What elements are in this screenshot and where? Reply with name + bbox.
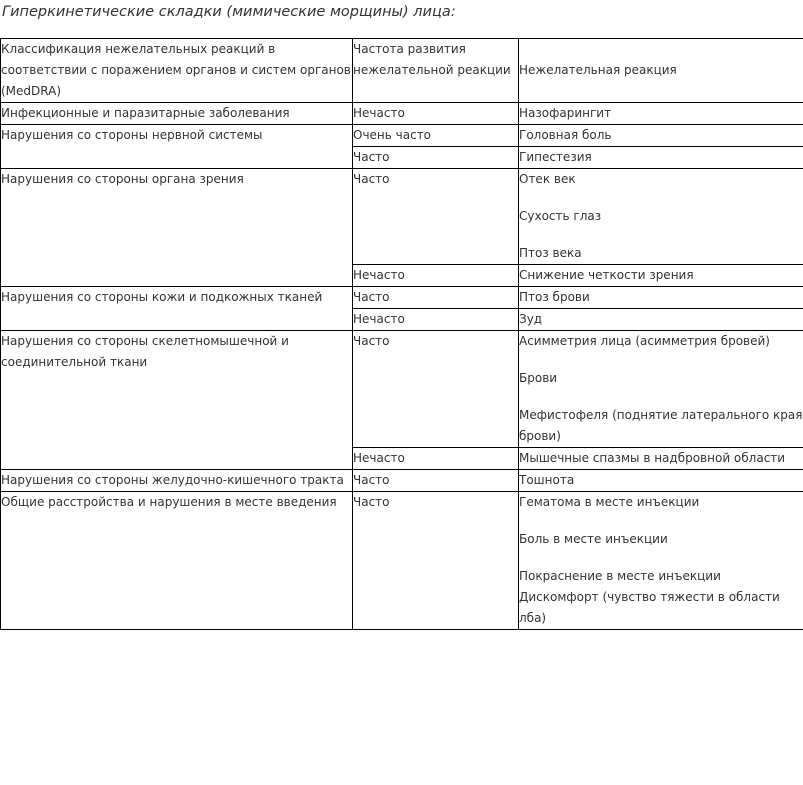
reaction-item: Брови	[519, 371, 558, 385]
reaction-item: Птоз брови	[519, 290, 590, 304]
reaction-item: Отек век	[519, 172, 576, 186]
frequency-cell: Нечасто	[353, 448, 519, 470]
frequency-cell: Нечасто	[353, 309, 519, 331]
reaction-item: Асимметрия лица (асимметрия бровей)	[519, 334, 770, 348]
header-frequency: Частота развития нежелательной реакции	[353, 39, 519, 103]
reaction-item: Мефистофеля (поднятие латерального края брови)	[519, 408, 803, 443]
soc-cell: Нарушения со стороны органа зрения	[1, 169, 353, 287]
reaction-item: Гематома в месте инъекции	[519, 495, 700, 509]
table-body	[1, 39, 803, 630]
table-row	[1, 470, 803, 492]
reaction-item: Птоз века	[519, 246, 582, 260]
frequency-cell: Нечасто	[353, 265, 519, 287]
reaction-cell	[519, 265, 803, 287]
reaction-item: Зуд	[519, 312, 543, 326]
reaction-cell	[519, 147, 803, 169]
reaction-item: Мышечные спазмы в надбровной области	[519, 451, 786, 465]
reaction-cell	[519, 448, 803, 470]
soc-cell: Инфекционные и паразитарные заболевания	[1, 103, 353, 125]
soc-cell: Нарушения со стороны кожи и подкожных тканей	[1, 287, 353, 331]
header-soc: Классификация нежелательных реакций в соответствии с поражением органов и систем органов (MedDRA)	[1, 39, 353, 103]
reaction-cell	[519, 309, 803, 331]
frequency-cell: Часто	[353, 147, 519, 169]
soc-cell: Нарушения со стороны скелетномышечной и соединительной ткани	[1, 331, 353, 470]
reaction-cell	[519, 331, 803, 448]
reaction-cell	[519, 169, 803, 265]
frequency-cell: Часто	[353, 492, 519, 630]
reaction-cell	[519, 287, 803, 309]
adverse-reactions-table	[0, 38, 803, 630]
frequency-cell: Часто	[353, 169, 519, 265]
reaction-item: Сухость глаз	[519, 209, 602, 223]
section-title: Гиперкинетические складки (мимические морщины) лица:	[2, 4, 456, 20]
table-row	[1, 331, 803, 448]
reaction-item: Тошнота	[519, 473, 575, 487]
reaction-item: Гипестезия	[519, 150, 592, 164]
reaction-item: Назофарингит	[519, 106, 612, 120]
table-header-row	[1, 39, 803, 103]
frequency-cell: Часто	[353, 470, 519, 492]
reaction-item: Боль в месте инъекции	[519, 532, 668, 546]
frequency-cell: Часто	[353, 331, 519, 448]
table-row	[1, 287, 803, 309]
reaction-item: Покраснение в месте инъекции	[519, 569, 721, 583]
table-row	[1, 125, 803, 147]
frequency-cell: Очень часто	[353, 125, 519, 147]
reaction-item: Головная боль	[519, 128, 612, 142]
reaction-item: Снижение четкости зрения	[519, 268, 694, 282]
header-reaction: Нежелательная реакция	[519, 39, 803, 103]
reaction-cell	[519, 125, 803, 147]
reaction-item: Дискомфорт (чувство тяжести в области лба)	[519, 590, 780, 625]
soc-cell: Нарушения со стороны желудочно-кишечного тракта	[1, 470, 353, 492]
table-row	[1, 169, 803, 265]
table-row	[1, 103, 803, 125]
soc-cell: Общие расстройства и нарушения в месте введения	[1, 492, 353, 630]
reaction-cell	[519, 492, 803, 630]
table-row	[1, 492, 803, 630]
reaction-cell	[519, 470, 803, 492]
frequency-cell: Часто	[353, 287, 519, 309]
soc-cell: Нарушения со стороны нервной системы	[1, 125, 353, 169]
frequency-cell: Нечасто	[353, 103, 519, 125]
reaction-cell	[519, 103, 803, 125]
